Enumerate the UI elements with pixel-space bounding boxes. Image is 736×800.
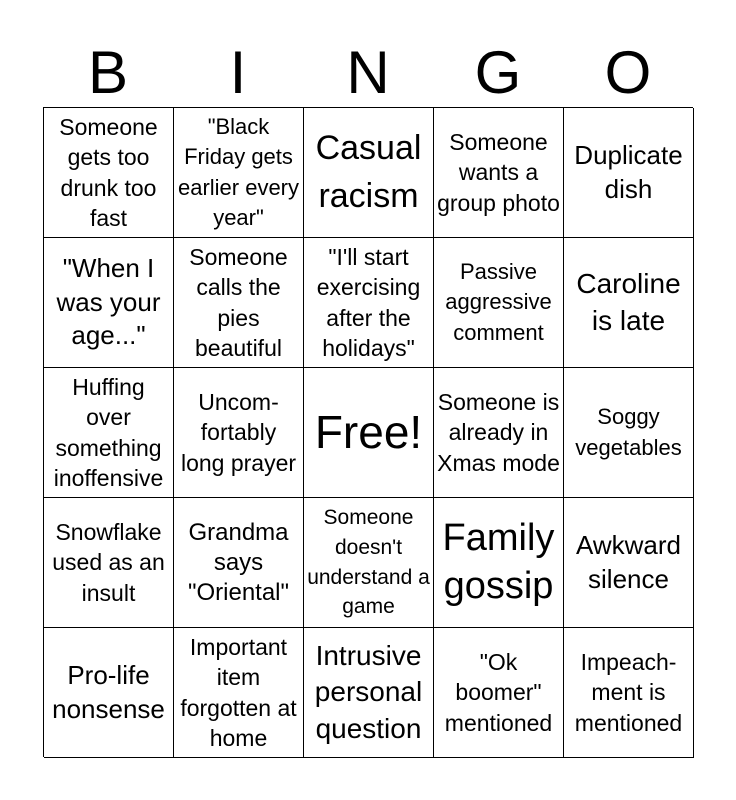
bingo-cell[interactable]: [434, 108, 564, 238]
cell-text: Snowflake used as an insult: [52, 518, 165, 606]
bingo-cell[interactable]: [304, 108, 434, 238]
bingo-cell[interactable]: [174, 498, 304, 628]
cell-text: Important item forgotten at home: [180, 633, 297, 751]
bingo-header: [43, 38, 693, 108]
bingo-cell[interactable]: [564, 108, 694, 238]
cell-text: Someone is already in Xmas mode: [437, 388, 560, 476]
bingo-cell[interactable]: [304, 498, 434, 628]
header-letter-n: N: [346, 39, 390, 106]
bingo-cell[interactable]: [44, 368, 174, 498]
cell-text: Impeach- ment is mentioned: [574, 648, 683, 736]
bingo-cell[interactable]: [44, 108, 174, 238]
cell-text: Uncom- fortably long prayer: [180, 388, 297, 476]
bingo-cell[interactable]: [304, 238, 434, 368]
cell-text: Someone doesn't understand a game: [307, 505, 430, 619]
bingo-cell[interactable]: [564, 368, 694, 498]
bingo-cell[interactable]: [564, 238, 694, 368]
bingo-cell[interactable]: [174, 628, 304, 758]
header-letter-o: O: [604, 39, 652, 106]
bingo-cell[interactable]: [304, 628, 434, 758]
bingo-cell[interactable]: [434, 368, 564, 498]
bingo-cell[interactable]: [434, 628, 564, 758]
cell-text: Caroline is late: [576, 268, 681, 336]
cell-text: "Ok boomer" mentioned: [444, 648, 553, 736]
bingo-cell[interactable]: [174, 108, 304, 238]
header-letter-g: G: [474, 39, 522, 106]
cell-text: Soggy vegetables: [575, 404, 682, 460]
cell-text: Grandma says "Oriental": [187, 518, 290, 606]
cell-text: Intrusive personal question: [314, 639, 423, 744]
bingo-cell[interactable]: [564, 498, 694, 628]
bingo-cell[interactable]: [174, 238, 304, 368]
free-space-cell[interactable]: [304, 368, 434, 498]
cell-text: Someone gets too drunk too fast: [59, 113, 158, 231]
bingo-cell[interactable]: [44, 498, 174, 628]
bingo-cell[interactable]: [174, 368, 304, 498]
cell-text: Family gossip: [442, 517, 555, 607]
bingo-cell[interactable]: [434, 238, 564, 368]
cell-text: Someone wants a group photo: [437, 128, 560, 216]
cell-text: Passive aggressive comment: [445, 258, 552, 345]
cell-text: "When I was your age...": [56, 252, 161, 351]
bingo-cell[interactable]: [44, 238, 174, 368]
bingo-cell[interactable]: [44, 628, 174, 758]
bingo-cell[interactable]: [564, 628, 694, 758]
cell-text: Huffing over something inoffensive: [53, 373, 164, 491]
cell-text: "Black Friday gets earlier every year": [177, 113, 300, 230]
cell-text: "I'll start exercising after the holidays": [316, 243, 421, 361]
free-space-text: Free!: [314, 405, 423, 458]
cell-text: Casual racism: [315, 128, 422, 215]
cell-text: Someone calls the pies beautiful: [189, 243, 288, 361]
header-letter-i: I: [229, 39, 247, 106]
bingo-cell[interactable]: [434, 498, 564, 628]
cell-text: Pro-life nonsense: [52, 659, 165, 724]
cell-text: Awkward silence: [575, 529, 681, 594]
bingo-board: [43, 107, 693, 757]
cell-text: Duplicate dish: [574, 139, 683, 204]
header-letter-b: B: [87, 39, 129, 106]
